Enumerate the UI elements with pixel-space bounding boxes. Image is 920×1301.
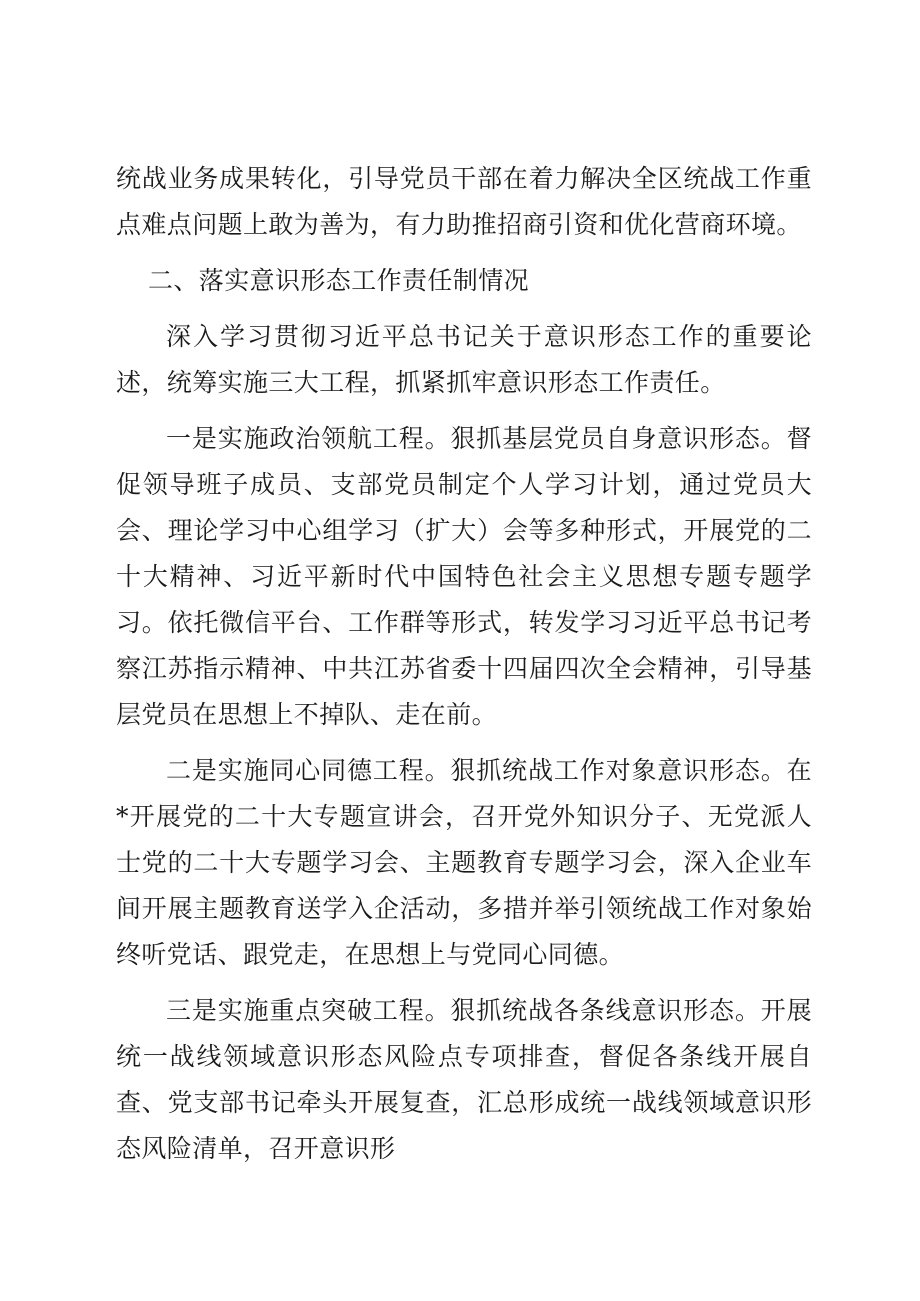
paragraph-item-1: 一是实施政治领航工程。狠抓基层党员自身意识形态。督促领导班子成员、支部党员制定个人学习计划，通过党员大会、理论学习中心组学习（扩大）会等多种形式，开展党的二十大精神、习近平新时代中国特色社会主义思想专题专题学习。依托微信平台、工作群等形式，转发学习习近平总书记考察江苏指示精神、中共江苏省委十四届四次全会精神，引导基层党员在思想上不掉队、走在前。 [116, 424, 812, 729]
paragraph-intro: 深入学习贯彻习近平总书记关于意识形态工作的重要论述，统筹实施三大工程，抓紧抓牢意识形态工作责任。 [116, 322, 812, 397]
document-body [116, 156, 812, 1182]
paragraph-item-3: 三是实施重点突破工程。狠抓统战各条线意识形态。开展统一战线领域意识形态风险点专项排查，督促各条线开展自查、党支部书记牵头开展复查，汇总形成统一战线领域意识形态风险清单，召开意识形 [116, 996, 812, 1163]
paragraph-item-2: 二是实施同心同德工程。狠抓统战工作对象意识形态。在*开展党的二十大专题宣讲会，召开党外知识分子、无党派人士党的二十大专题学习会、主题教育专题学习会，深入企业车间开展主题教育送学入企活动，多措并举引领统战工作对象始终听党话、跟党走，在思想上与党同心同德。 [116, 756, 812, 969]
paragraph-continuation: 统战业务成果转化，引导党员干部在着力解决全区统战工作重点难点问题上敢为善为，有力助推招商引资和优化营商环境。 [116, 164, 812, 239]
section-heading: 二、落实意识形态工作责任制情况 [148, 266, 530, 295]
